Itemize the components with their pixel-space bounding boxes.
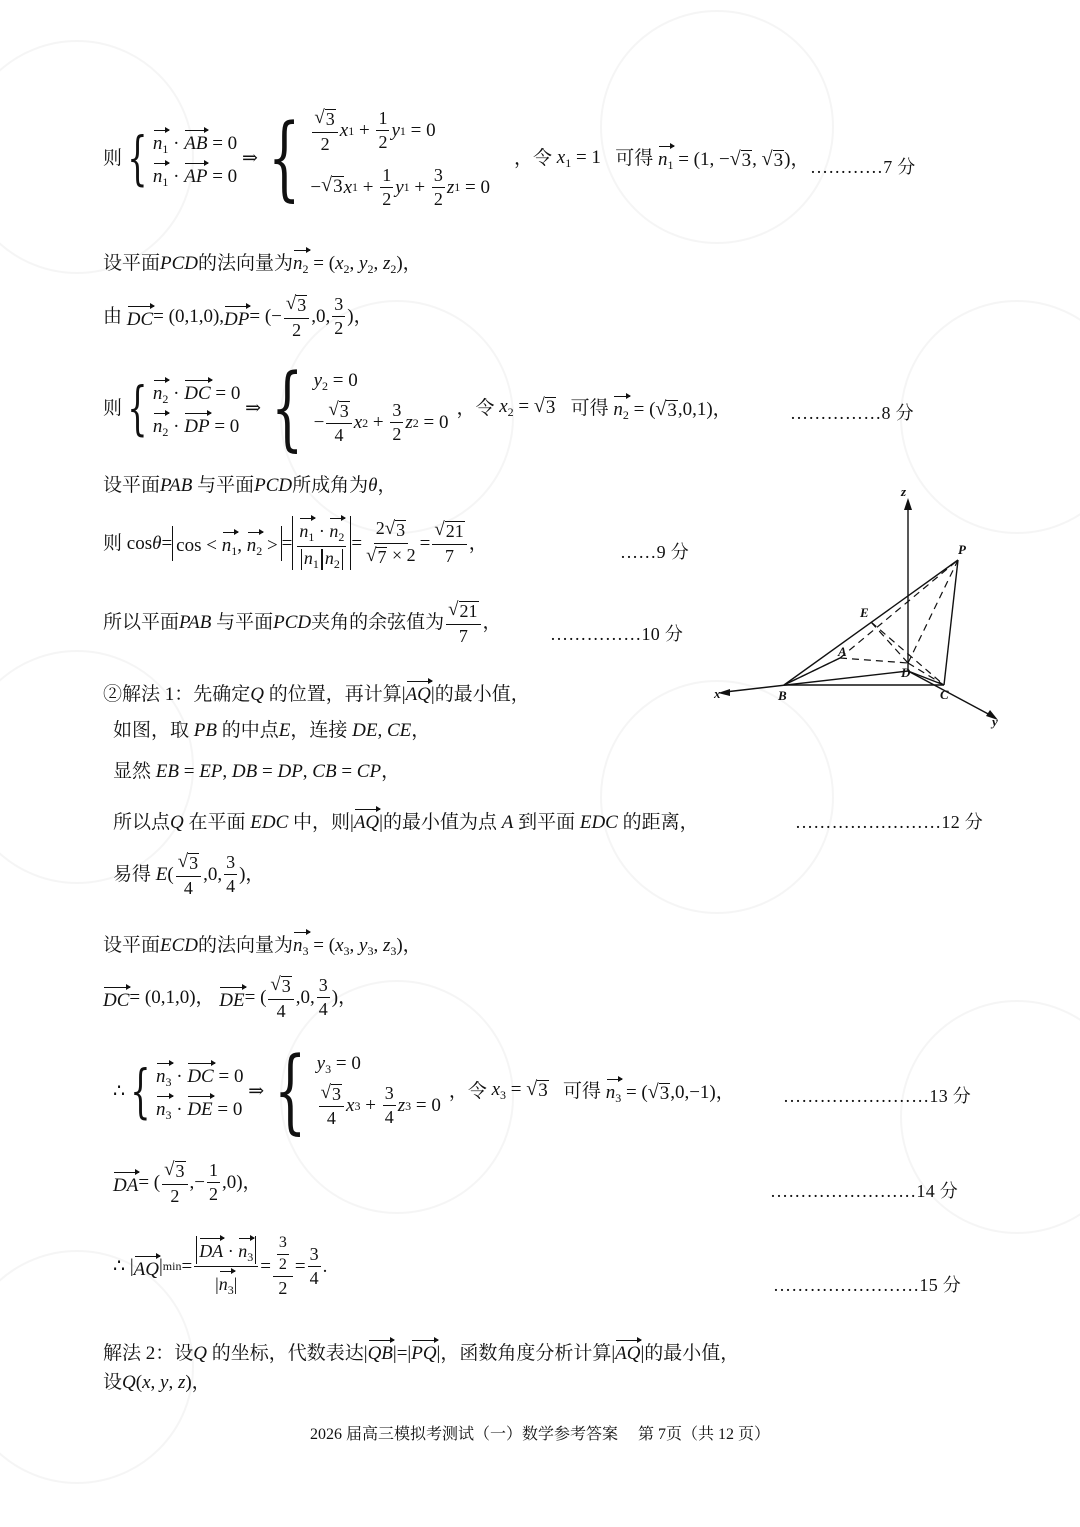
- pyramid-figure: [700, 480, 1020, 740]
- method-two-line: 解法 2：设Q 的坐标，代数表达|QB|=|PQ|，函数角度分析计算|AQ|的最小值，: [103, 1338, 739, 1363]
- score-marker: ……………………13 分: [783, 1086, 972, 1106]
- label-p: P: [958, 542, 966, 557]
- label-d: D: [901, 665, 911, 680]
- construction-line: 如图，取 PB 的中点E，连接 DE, CE，: [113, 720, 431, 741]
- score-marker: …………7 分: [810, 157, 916, 177]
- min-distance-line: ∴ | AQ | min = $\frac{DA \cdot n_3}{|n_3|}$ = $\frac{\frac{3}{2}}{2}$ = $\frac{3}{4}$ .: [113, 1234, 328, 1298]
- score-marker: ……………8 分: [790, 403, 914, 423]
- angle-definition-line: 设平面PAB 与平面PCD所成角为θ，: [103, 475, 397, 496]
- score-marker: ……………10 分: [550, 624, 684, 644]
- score-marker: ……………………15 分: [773, 1275, 962, 1295]
- label-x: x: [714, 686, 721, 701]
- label-y: y: [992, 714, 998, 729]
- x-axis: [725, 671, 908, 692]
- label-z: z: [901, 484, 907, 499]
- cosine-computation-line: 则 cos θ = $\cos < n_1$, $n_2$ > = $\frac{n_1 \cdot n_2}{n_1 n_2}$ = 2 √ 3 √ 7 × 2 = √ 21 7 ，: [103, 517, 488, 571]
- equation-line-n2: 则 { $n_2$ · DC = 0 $n_2$ · DP = 0 ⇒ { $y_2 = 0$ − √ 3 4 x 2 + $\frac{3}{2}$ z 2 = 0 ，令 $x_2$ = √ 3 可得 $n_2$ = ( √ 3 ,0,1)，: [103, 354, 732, 461]
- conclusion-line: 所以平面 PAB 与平面 PCD 夹角的余弦值为 √ 21 7 ，: [103, 599, 502, 646]
- equation-line-n1: 则 { $n_1$ · AB = 0 $n_1$ · AP = 0 ⇒ { √ 3 2 x 1 + $\frac{1}{2}$ y 1 = 0 − √ 3 x 1 + $\frac{1}{2}$ y 1 + $\frac{3}{2}$ z 1 = 0 ，令 $x_1 = 1$ 可得 $n_1 = (1$, − √ 3 , √ 3 )，: [103, 104, 810, 212]
- plane-ecd-normal-line: 设平面ECD的法向量为$n_3 = (x_3$, $y_3$, $z_3$)，: [103, 930, 422, 957]
- label-c: C: [940, 687, 949, 702]
- label-b: B: [778, 688, 787, 703]
- vector-dc-de-line: DC = (0,1,0)， DE = ( √ 3 4 ,0, $\frac{3}{4}$ )，: [103, 974, 358, 1021]
- score-marker: ……………………14 分: [770, 1181, 959, 1201]
- plane-pcd-normal-line: 设平面PCD的法向量为$n_2 = (x_2$, $y_2$, $z_2$)，: [103, 248, 422, 275]
- equal-lengths-line: 显然 EB = EP, DB = DP, CB = CP，: [113, 761, 401, 782]
- equation-line-n3: ∴ { $n_3$ · DC = 0 $n_3$ · DE = 0 ⇒ { $y_3 = 0$ √ 3 4 x 3 + $\frac{3}{4}$ z 3 = 0 ，令 $x_3$ = √ 3 可得 $n_3$ = ( √ 3 ,0,−1)，: [113, 1037, 735, 1144]
- y-axis: [908, 671, 992, 716]
- distance-claim-line: 所以点Q 在平面 EDC 中，则|AQ|的最小值为点 A 到平面 EDC 的距离，: [113, 807, 699, 832]
- point-e-line: 易得 E ( √ 3 4 ,0, $\frac{3}{4}$ )，: [113, 851, 265, 898]
- vector-da-line: DA = ( √ 3 2 ,− $\frac{1}{2}$ ,0)，: [113, 1159, 262, 1206]
- method-one-heading: ②解法 1：先确定Q 的位置，再计算|AQ|的最小值，: [103, 679, 530, 704]
- set-q-line: 设Q(x, y, z)，: [103, 1372, 211, 1393]
- vector-dc-dp-line: 由 DC = (0,1,0), DP = (− √ 3 2 ,0, $\frac{3}{2}$ )，: [103, 293, 373, 340]
- page-footer: 2026 届高三模拟考测试（一）数学参考答案 第 7页（共 12 页）: [309, 1426, 770, 1443]
- label-a: A: [838, 644, 847, 659]
- score-marker: ……………………12 分: [795, 812, 984, 832]
- label-e: E: [860, 605, 869, 620]
- score-marker: ……9 分: [620, 542, 689, 562]
